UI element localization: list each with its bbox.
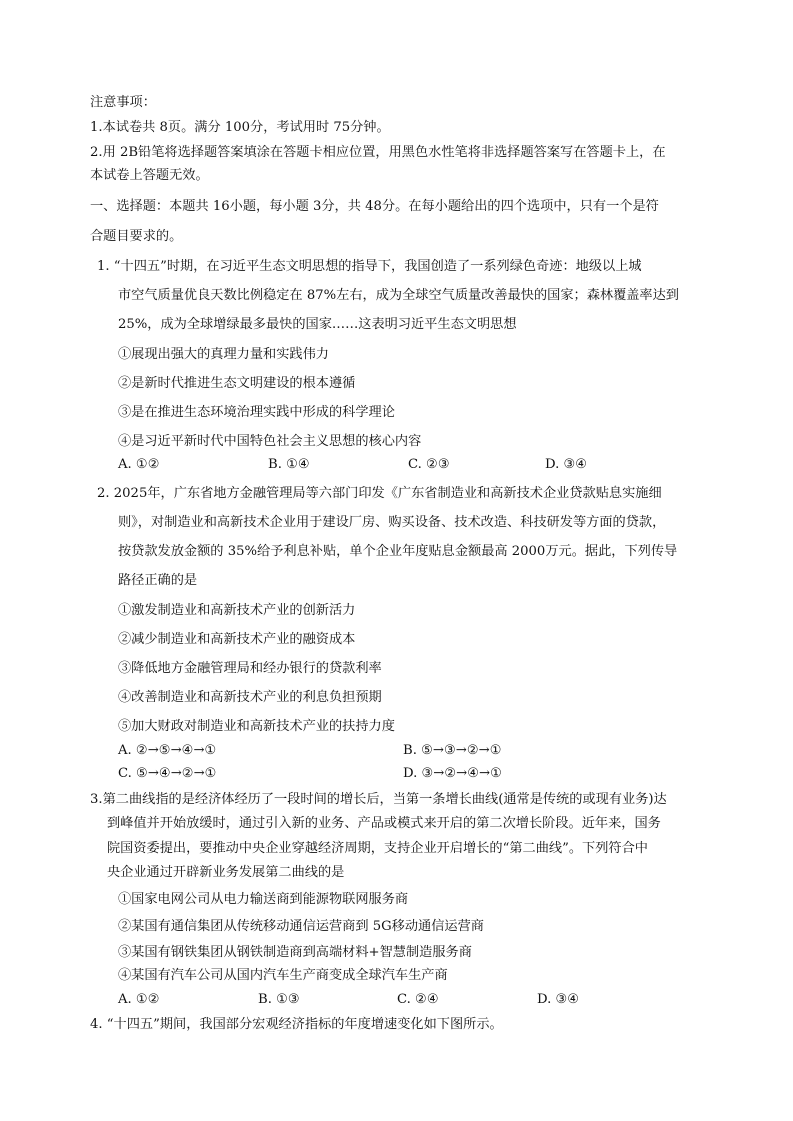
choice-d: D. ③④ — [537, 992, 580, 1007]
statement: ①国家电网公司从电力输送商到能源物联网服务商 — [118, 892, 409, 907]
statement: ④是习近平新时代中国特色社会主义思想的核心内容 — [118, 434, 422, 449]
notice-item-1: 1.本试卷共 8页。满分 100分，考试用时 75分钟。 — [90, 120, 390, 135]
question-stem-line: 院国资委提出，要推动中央企业穿越经济周期，支持企业开启增长的“第二曲线”。下列符合中 — [107, 841, 648, 856]
choice-a: A. ①② — [118, 457, 160, 472]
statement: ①激发制造业和高新技术产业的创新活力 — [118, 603, 356, 618]
choice-b: B. ⑤→③→②→① — [403, 743, 502, 758]
section-heading-cont: 合题目要求的。 — [90, 229, 183, 244]
question-stem-line: 2. 2025年，广东省地方金融管理局等六部门印发《广东省制造业和高新技术企业贷款贴息实施细 — [97, 486, 662, 501]
question-stem-line: 则》，对制造业和高新技术企业用于建设厂房、购买设备、技术改造、科技研发等方面的贷款， — [118, 515, 666, 530]
choice-b: B. ①③ — [258, 992, 300, 1007]
choice-d: D. ③④ — [545, 457, 588, 472]
question-stem-line: 3.第二曲线指的是经济体经历了一段时间的增长后，当第一条增长曲线(通常是传统的或现有业务)达 — [90, 792, 667, 807]
notice-item-2: 2.用 2B铅笔将选择题答案填涂在答题卡相应位置，用黑色水性笔将非选择题答案写在答题卡上，在 — [90, 145, 666, 160]
choice-d: D. ③→②→④→① — [403, 766, 502, 781]
section-heading: 一、选择题：本题共 16小题，每小题 3分，共 48分。在每小题给出的四个选项中，只有一个是符 — [90, 199, 659, 214]
notice-title: 注意事项： — [90, 95, 156, 110]
choice-c: C. ⑤→④→②→① — [118, 766, 217, 781]
question-stem-line: 到峰值并开始放缓时，通过引入新的业务、产品或模式来开启的第二次增长阶段。近年来，国务 — [107, 816, 661, 831]
choice-c: C. ②③ — [408, 457, 450, 472]
question-stem-line: 市空气质量优良天数比例稳定在 87%左右，成为全球空气质量改善最快的国家；森林覆盖率达到 — [118, 288, 679, 303]
question-stem-line: 4. “十四五”期间，我国部分宏观经济指标的年度增速变化如下图所示。 — [90, 1017, 503, 1032]
statement: ③降低地方金融管理局和经办银行的贷款利率 — [118, 661, 382, 676]
choice-c: C. ②④ — [397, 992, 439, 1007]
statement: ②是新时代推进生态文明建设的根本遵循 — [118, 376, 356, 391]
notice-item-2-cont: 本试卷上答题无效。 — [90, 168, 209, 183]
statement: ②减少制造业和高新技术产业的融资成本 — [118, 632, 356, 647]
question-stem-line: 路径正确的是 — [118, 573, 198, 588]
statement: ③是在推进生态环境治理实践中形成的科学理论 — [118, 405, 395, 420]
statement: ⑤加大财政对制造业和高新技术产业的扶持力度 — [118, 719, 395, 734]
statement: ①展现出强大的真理力量和实践伟力 — [118, 347, 329, 362]
question-stem-line: 央企业通过开辟新业务发展第二曲线的是 — [107, 865, 345, 880]
choice-b: B. ①④ — [268, 457, 310, 472]
question-stem-line: 25%，成为全球增绿最多最快的国家……这表明习近平生态文明思想 — [118, 317, 517, 332]
question-stem-line: 按贷款发放金额的 35%给予利息补贴，单个企业年度贴息金额最高 2000万元。据此，下列传导 — [118, 544, 678, 559]
question-stem-line: 1. “十四五”时期，在习近平生态文明思想的指导下，我国创造了一系列绿色奇迹：地级以上城 — [97, 259, 642, 274]
statement: ②某国有通信集团从传统移动通信运营商到 5G移动通信运营商 — [118, 919, 484, 934]
choice-a: A. ②→⑤→④→① — [118, 743, 217, 758]
statement: ④某国有汽车公司从国内汽车生产商变成全球汽车生产商 — [118, 968, 448, 983]
statement: ③某国有钢铁集团从钢铁制造商到高端材料+智慧制造服务商 — [118, 945, 472, 960]
statement: ④改善制造业和高新技术产业的利息负担预期 — [118, 690, 382, 705]
choice-a: A. ①② — [118, 992, 160, 1007]
